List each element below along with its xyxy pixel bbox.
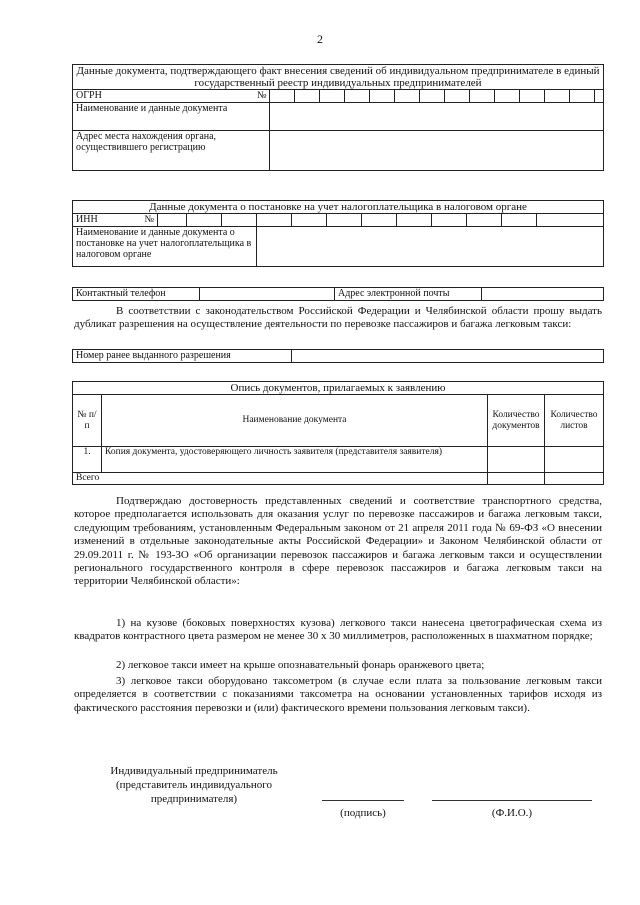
inventory-table [72,381,604,485]
inn-number-sign: № [144,214,154,225]
phone-label: Контактный телефон [73,288,200,301]
contacts-table [72,287,604,301]
inn-digit-box[interactable] [292,214,327,227]
phone-field[interactable] [200,288,335,301]
ogrn-doc-name-label: Наименование и данные документа [73,103,270,131]
prev-permit-table [72,349,604,363]
registration-address-field[interactable] [270,131,604,171]
table-row [73,473,604,485]
table-row [73,447,604,473]
signer-role-line-2: (представитель индивидуального [115,779,272,791]
ogrn-digit-box[interactable] [295,90,320,103]
inn-digit-box[interactable] [327,214,362,227]
inn-label: ИНН [76,214,98,225]
ogrn-table [72,64,604,171]
ogrn-digit-box[interactable] [320,90,345,103]
ogrn-number-sign: № [256,90,267,101]
ogrn-digit-box[interactable] [470,90,495,103]
ogrn-digit-box[interactable] [445,90,470,103]
inn-digit-box[interactable] [158,214,187,227]
ogrn-digit-box[interactable] [495,90,520,103]
ogrn-digit-box[interactable] [420,90,445,103]
ogrn-digit-box[interactable] [270,90,295,103]
col-number-header: № п/п [73,395,102,447]
inn-digit-box[interactable] [537,214,604,227]
confirm-intro: Подтверждаю достоверность представленных сведений и соответствие транспортного средства, которое предполагается использовать для оказания услуг по перевозке пассажиров и багажа легковым такси, следующим требованиям, установленным Федеральным законом от 21 апреля 2011 года № 69-ФЗ «О внесении изменений в отдельные законодательные акты Российской Федерации» и Законом Челябинской области от 29.09.2011 г. № 193-ЗО «Об организации перевозок пассажиров и багажа легковым такси и осуществлении регионального государственного контроля в сфере перевозок пассажиров и багажа легковым такси на территории Челябинской области»: [74,495,602,588]
registration-address-label: Адрес места нахождения органа, осуществившего регистрацию [73,131,270,171]
signer-role-line-1: Индивидуальный предприниматель [110,765,278,777]
col-sheets-header: Количество листов [545,395,604,447]
fio-caption: (Ф.И.О.) [491,807,533,819]
ogrn-doc-name-field[interactable] [270,103,604,131]
signature-caption: (подпись) [340,807,386,819]
email-label: Адрес электронной почты [335,288,482,301]
row-sheets-count-field[interactable] [545,447,604,473]
confirm-item-3: 3) легковое такси оборудовано таксометром (в случае если плата за пользование легковым такси определяется в соответствии с показаниями таксометра на основании установленных тарифов исходя из фактического расстояния перевозки и (или) фактического времени пользования легковым такси). [74,675,602,714]
inventory-title: Опись документов, прилагаемых к заявлению [73,382,604,395]
signer-role-line-3: предпринимателя) [150,793,238,805]
inn-digit-box[interactable] [467,214,502,227]
inn-digit-box[interactable] [187,214,222,227]
tax-doc-label: Наименование и данные документа о постановке на учет налогоплательщика в налоговом органе [73,227,257,267]
inn-table [72,200,604,267]
total-sheets-field[interactable] [545,473,604,485]
ogrn-section-title: Данные документа, подтверждающего факт внесения сведений об индивидуальном предпринимателе в единый государственный реестр индивидуальных предпринимателей [73,65,604,90]
inn-digit-box[interactable] [397,214,432,227]
ogrn-digit-box[interactable] [520,90,545,103]
col-name-header: Наименование документа [102,395,488,447]
ogrn-digit-box[interactable] [370,90,395,103]
fio-line[interactable] [432,800,592,801]
page-number: 2 [317,32,323,46]
ogrn-digit-box[interactable] [345,90,370,103]
inn-digit-box[interactable] [222,214,257,227]
tax-doc-field[interactable] [257,227,604,267]
prev-permit-field[interactable] [292,350,604,363]
inn-digit-box[interactable] [257,214,292,227]
prev-permit-label: Номер ранее выданного разрешения [73,350,292,363]
inn-digit-box[interactable] [432,214,467,227]
inn-digit-box[interactable] [502,214,537,227]
confirm-item-2: 2) легковое такси имеет на крыше опознавательный фонарь оранжевого цвета; [116,659,485,671]
email-field[interactable] [482,288,604,301]
signer-role [86,764,302,806]
row-doc-name: Копия документа, удостоверяющего личность заявителя (представителя заявителя) [102,447,488,473]
inn-section-title: Данные документа о постановке на учет налогоплательщика в налоговом органе [73,201,604,214]
inn-digit-box[interactable] [362,214,397,227]
total-label: Всего [73,473,488,485]
ogrn-label: ОГРН [76,90,102,101]
row-docs-count-field[interactable] [488,447,545,473]
confirm-item-1: 1) на кузове (боковых поверхностях кузова) легкового такси нанесена цветографическая схема из квадратов контрастного цвета размером не менее 30 х 30 миллиметров, расположенных в шахматном порядке; [74,617,602,643]
row-number: 1. [73,447,102,473]
ogrn-digit-box[interactable] [570,90,595,103]
request-text: В соответствии с законодательством Российской Федерации и Челябинской области прошу выдать дубликат разрешения на осуществление деятельности по перевозке пассажиров и багажа легковым такси: [74,305,602,331]
signature-line[interactable] [322,800,404,801]
ogrn-digit-box[interactable] [595,90,604,103]
ogrn-digit-box[interactable] [545,90,570,103]
ogrn-digit-box[interactable] [395,90,420,103]
total-docs-field[interactable] [488,473,545,485]
inn-label-cell [73,214,158,227]
col-docs-header: Количество документов [488,395,545,447]
ogrn-label-cell [73,90,270,103]
